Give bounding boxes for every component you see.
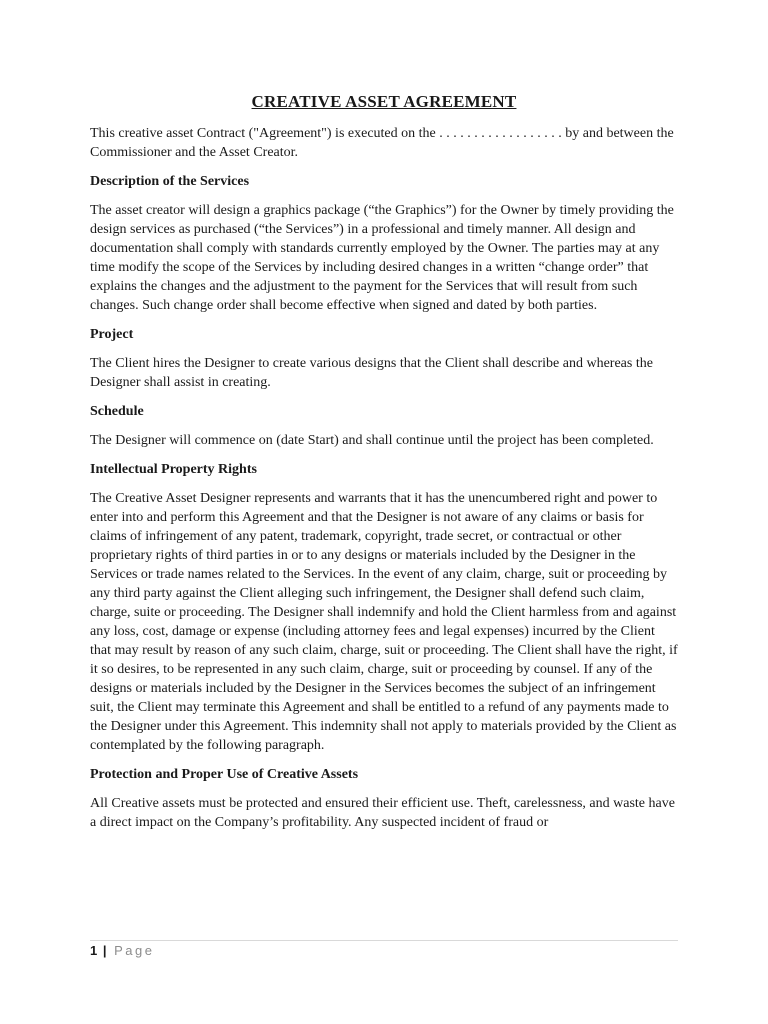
document-title: CREATIVE ASSET AGREEMENT [251,92,517,111]
footer-divider [90,940,678,941]
section-heading-protection: Protection and Proper Use of Creative Assets [90,767,359,782]
footer-separator: | [102,943,107,958]
section-body-protection: All Creative assets must be protected and ensured their efficient use. Theft, carelessness, and waste have a direct impact on the Company’s profitability. Any suspected incident of fraud or [90,796,675,830]
page-label: Page [114,943,155,958]
section-body-schedule: The Designer will commence on (date Start) and shall continue until the project has been completed. [90,433,654,448]
section-heading-schedule: Schedule [90,404,144,419]
section-heading-project: Project [90,327,134,342]
section-body-ip-rights: The Creative Asset Designer represents and warrants that it has the unencumbered right and power to enter into and perform this Agreement and that the Designer is not aware of any claims or basis for claims of infringement of any patent, trademark, copyright, trade secret, or contractual or other proprietary rights of third parties in or to any designs or materials included by the Designer in the Services or trade names related to the Services. In the event of any claim, charge, suit or proceeding by any third party against the Client alleging such infringement, the Designer shall defend such claim, charge, suite or proceeding. The Designer shall indemnify and hold the Client harmless from and against any loss, cost, damage or expense (including attorney fees and legal expenses) incurred by the Client that may result by reason of any such claim, charge, suit or proceeding. The Client shall have the right, if it so desires, to be represented in any such claim, charge, suit or proceeding by counsel. If any of the designs or materials included by the Designer in the Services becomes the subject of an infringement suit, the Client may terminate this Agreement and shall be entitled to a refund of any payments made to the Designer under this Agreement. This indemnity shall not apply to materials provided by the Client as contemplated by the following paragraph. [90,491,678,753]
section-heading-ip-rights: Intellectual Property Rights [90,462,257,477]
section-heading-services: Description of the Services [90,174,250,189]
section-body-services: The asset creator will design a graphics package (“the Graphics”) for the Owner by timely providing the design services as purchased (“the Services”) in a professional and timely manner. All design and documentation shall comply with standards currently employed by the Owner. The parties may at any time modify the scope of the Services by including desired changes in a written “change order” that explains the changes and the adjustment to the payment for the Services that will result from such changes. Such change order shall become effective when signed and dated by both parties. [90,203,674,313]
section-body-project: The Client hires the Designer to create various designs that the Client shall describe and whereas the Designer shall assist in creating. [90,356,653,390]
document-page [90,92,678,842]
intro-paragraph: This creative asset Contract ("Agreement") is executed on the . . . . . . . . . . . . . . . . . . by and between the Commissioner and the Asset Creator. [90,126,674,160]
page-number: 1 [90,943,98,958]
page-footer [90,943,155,958]
